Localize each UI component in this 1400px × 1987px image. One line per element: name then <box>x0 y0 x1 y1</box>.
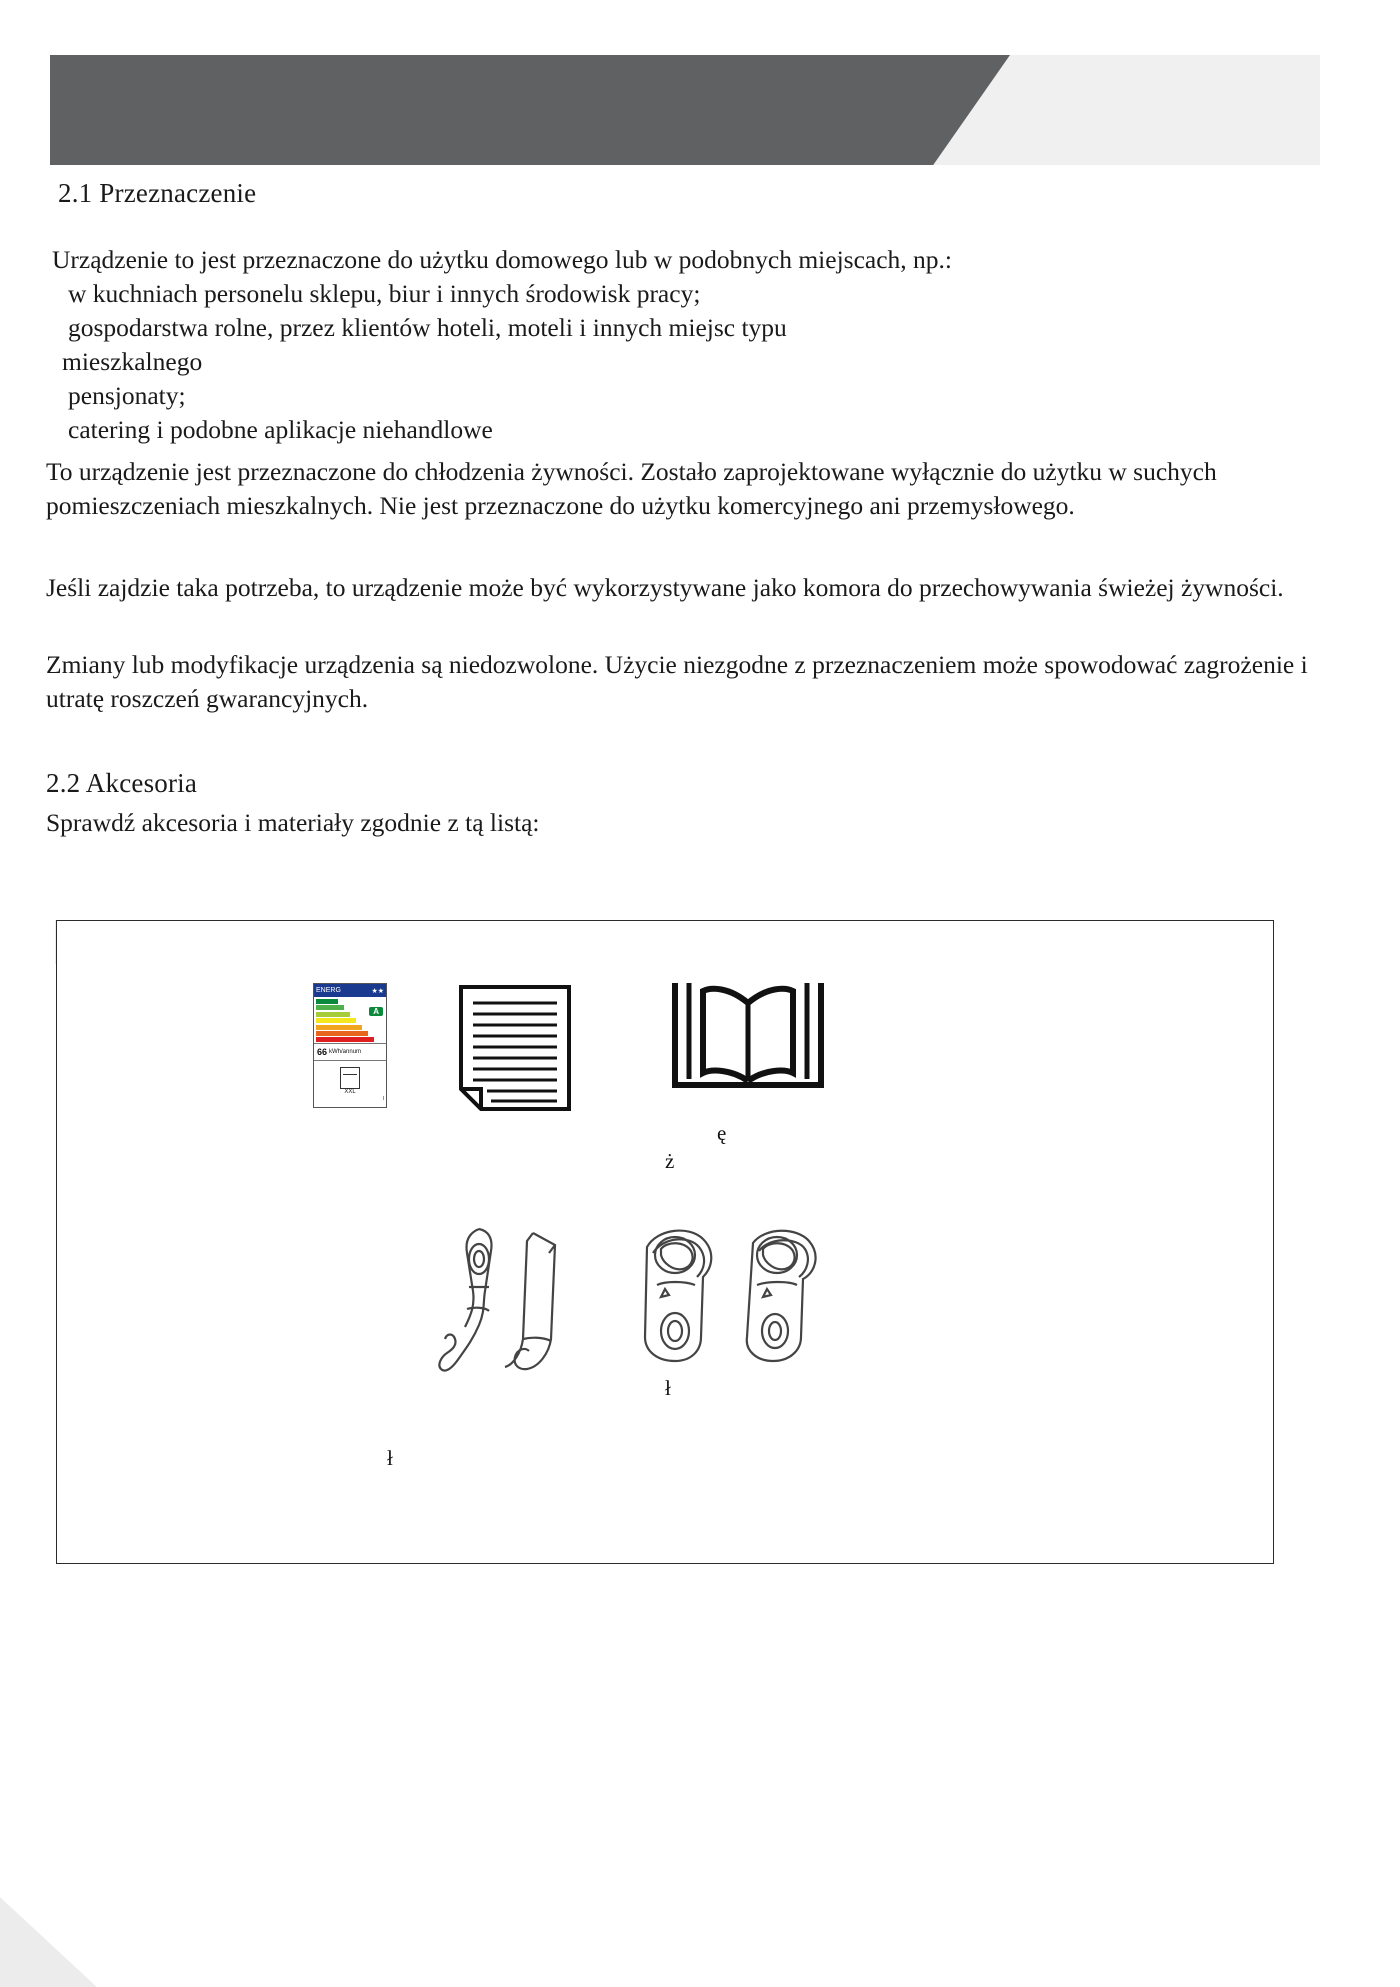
usage-bullet-2: gospodarstwa rolne, przez klientów hoteli, moteli i innych miejsc typu <box>68 313 787 342</box>
accessories-figure <box>56 920 1274 1564</box>
energy-class-badge: A <box>369 1007 383 1016</box>
section-heading-2-1: 2.1 Przeznaczenie <box>58 178 257 208</box>
usage-bullet-1: w kuchniach personelu sklepu, biur i innych środowisk pracy; <box>68 279 701 308</box>
footer-decoration-small <box>0 1832 170 1987</box>
section-2-1-paragraph-2: Jeśli zajdzie taka potrzeba, to urządzenie może być wykorzystywane jako komora do przechowywania świeżej żywności. <box>46 573 1284 602</box>
section-2-1-intro: Urządzenie to jest przeznaczone do użytku domowego lub w podobnych miejscach, np.: <box>52 245 952 274</box>
caption-mounting-brackets: ł <box>387 1446 393 1470</box>
usage-bullet-3: mieszkalnego <box>62 347 203 376</box>
energy-label-footer <box>314 1061 386 1103</box>
usage-bullet-4: pensjonaty; <box>68 381 186 410</box>
energy-label-footnote: I <box>382 1096 384 1102</box>
section-2-1-paragraph-1: To urządzenie jest przeznaczone do chłodzenia żywności. Zostało zaprojektowane wyłącznie do użytku w suchych pomieszczeniach mieszkalnych. Nie jest przeznaczone do użytku komercyjnego ani przemysłowego. <box>46 457 1217 520</box>
caption-user-manual: ę <box>717 1121 727 1145</box>
energy-bar-e <box>316 1025 362 1030</box>
energy-bar-d <box>316 1018 356 1023</box>
energy-label-brand: ENERG <box>316 987 341 994</box>
header-band-dark <box>50 55 1010 165</box>
caption-information-sheet: ż <box>665 1149 675 1173</box>
energy-label-stars: ★★ <box>371 987 384 995</box>
section-2-1-paragraph-3: Zmiany lub modyfikacje urządzenia są niedozwolone. Użycie niezgodne z przeznaczeniem może spowodować zagrożenie i utratę roszczeń gwarancyjnych. <box>46 650 1308 713</box>
energy-consumption-unit: kWh/annum <box>329 1049 362 1055</box>
energy-bar-a <box>316 999 338 1004</box>
usage-bullet-5: catering i podobne aplikacje niehandlowe <box>68 415 493 444</box>
energy-label-header <box>314 984 386 997</box>
user-manual-icon <box>665 969 831 1099</box>
caption-hinge-covers: ł <box>665 1376 671 1400</box>
energy-label-icon <box>313 983 387 1108</box>
energy-label-scale <box>314 997 386 1043</box>
header-decoration <box>0 55 1400 165</box>
mounting-brackets-icon <box>427 1221 607 1391</box>
section-2-2-paragraph: Sprawdź akcesoria i materiały zgodnie z tą listą: <box>46 808 540 837</box>
energy-bar-c <box>316 1012 350 1017</box>
hinge-covers-icon <box>617 1219 837 1389</box>
section-heading-2-2: 2.2 Akcesoria <box>46 768 198 798</box>
energy-capacity-value: XXL <box>344 1089 356 1095</box>
energy-bar-g <box>316 1037 374 1042</box>
energy-consumption-row <box>314 1043 386 1061</box>
information-sheet-icon <box>457 983 573 1113</box>
fridge-icon <box>340 1067 360 1089</box>
energy-bar-f <box>316 1031 368 1036</box>
energy-consumption-value: 66 <box>317 1047 328 1057</box>
energy-bar-b <box>316 1005 344 1010</box>
